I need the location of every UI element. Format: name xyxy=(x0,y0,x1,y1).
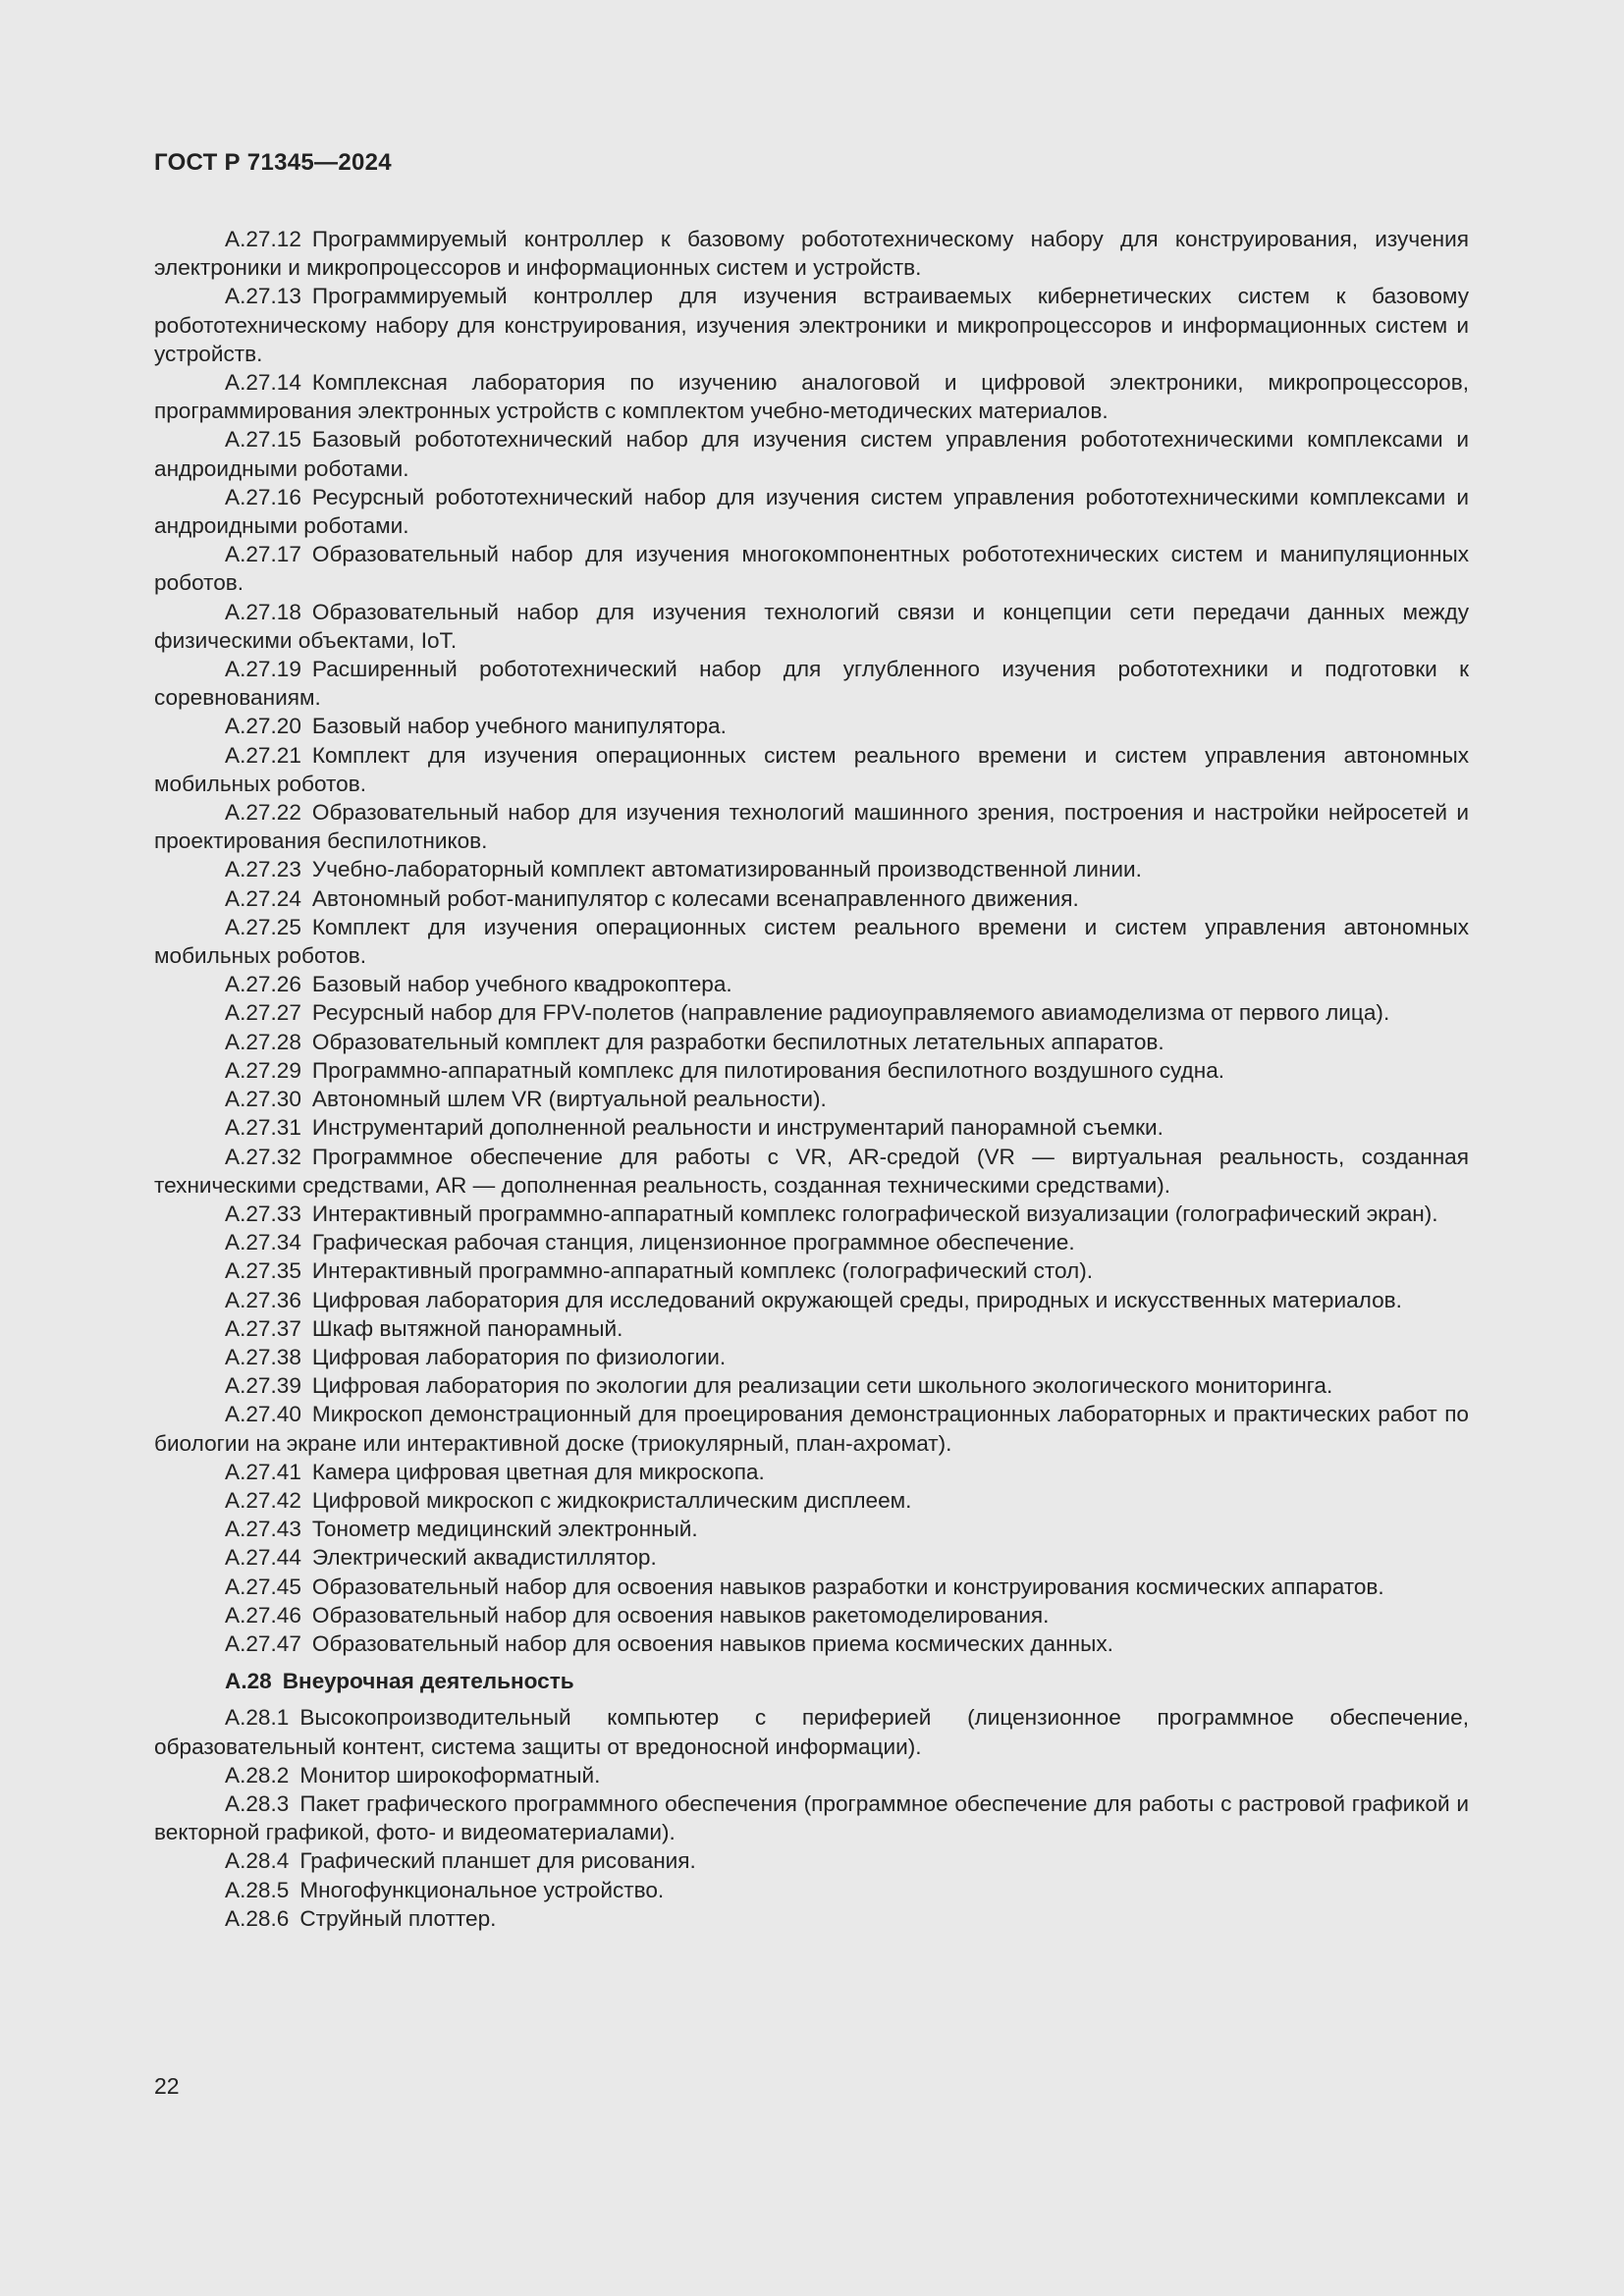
section-a28-number: А.28 xyxy=(225,1669,272,1694)
item-text: Автономный шлем VR (виртуальной реальности). xyxy=(311,1087,827,1112)
item-number: А.27.29 xyxy=(225,1057,301,1083)
item-number: А.27.17 xyxy=(225,542,301,567)
list-item xyxy=(154,1143,1469,1200)
list-item xyxy=(154,1458,1469,1486)
list-item xyxy=(154,1343,1469,1371)
list-item xyxy=(154,225,1469,282)
list-item xyxy=(154,1113,1469,1142)
item-text: Программируемый контроллер для изучения встраиваемых кибернетических систем к базовому робототехническому набору для конструирования, изучения электроники и микропроцессоров и информационных систем и устройств. xyxy=(154,284,1469,366)
list-item xyxy=(154,1789,1469,1846)
item-number: А.27.20 xyxy=(225,714,301,739)
list-item xyxy=(154,1761,1469,1789)
list-item xyxy=(154,1228,1469,1256)
item-number: А.27.23 xyxy=(225,857,301,882)
item-number: А.27.14 xyxy=(225,370,301,396)
list-item xyxy=(154,741,1469,798)
item-text: Базовый робототехнический набор для изучения систем управления робототехническими комплексами и андроидными роботами. xyxy=(154,427,1469,481)
item-number: А.28.6 xyxy=(225,1905,290,1931)
item-number: А.27.12 xyxy=(225,227,301,251)
list-item xyxy=(154,913,1469,970)
item-number: А.27.40 xyxy=(225,1402,301,1427)
document-body xyxy=(154,225,1469,1933)
item-text: Цифровая лаборатория по экологии для реализации сети школьного экологического мониторинга. xyxy=(311,1373,1333,1399)
item-text: Базовый набор учебного манипулятора. xyxy=(311,714,727,739)
list-item xyxy=(154,1573,1469,1601)
item-number: А.27.19 xyxy=(225,657,301,682)
item-text: Струйный плоттер. xyxy=(299,1905,497,1931)
list-item xyxy=(154,1703,1469,1760)
item-text: Образовательный набор для изучения технологий машинного зрения, построения и настройки нейросетей и проектирования беспилотников. xyxy=(154,800,1469,854)
item-text: Учебно-лабораторный комплект автоматизированный производственной линии. xyxy=(311,857,1142,882)
item-text: Комплект для изучения операционных систем реального времени и систем управления автономных мобильных роботов. xyxy=(154,742,1469,796)
item-text: Тонометр медицинский электронный. xyxy=(311,1517,698,1542)
item-text: Монитор широкоформатный. xyxy=(299,1762,601,1788)
item-text: Пакет графического программного обеспечения (программное обеспечение для работы с растровой графикой и векторной графикой, фото- и видеоматериалами). xyxy=(154,1790,1469,1845)
item-text: Графическая рабочая станция, лицензионное программное обеспечение. xyxy=(311,1230,1075,1255)
item-text: Образовательный набор для освоения навыков приема космических данных. xyxy=(311,1630,1113,1656)
item-number: А.27.38 xyxy=(225,1344,301,1369)
item-text: Образовательный набор для изучения многокомпонентных робототехнических систем и манипуляционных роботов. xyxy=(154,542,1469,596)
item-number: А.27.16 xyxy=(225,484,301,509)
list-item xyxy=(154,712,1469,740)
list-item xyxy=(154,1400,1469,1457)
list-item xyxy=(154,884,1469,913)
item-text: Базовый набор учебного квадрокоптера. xyxy=(311,972,732,997)
item-number: А.28.5 xyxy=(225,1877,290,1902)
list-item xyxy=(154,540,1469,597)
item-number: А.27.35 xyxy=(225,1258,301,1284)
list-item xyxy=(154,1056,1469,1085)
item-text: Интерактивный программно-аппаратный комплекс (голографический стол). xyxy=(311,1258,1094,1284)
list-item xyxy=(154,483,1469,540)
item-text: Микроскоп демонстрационный для проецирования демонстрационных лабораторных и практических работ по биологии на экране или интерактивной доске (триокулярный, план-ахромат). xyxy=(154,1402,1469,1456)
item-text: Образовательный набор для освоения навыков разработки и конструирования космических аппаратов. xyxy=(311,1574,1384,1599)
item-text: Ресурсный набор для FPV-полетов (направление радиоуправляемого авиамоделизма от первого лица). xyxy=(311,1000,1390,1026)
list-item xyxy=(154,998,1469,1027)
item-number: А.27.33 xyxy=(225,1201,301,1226)
item-number: А.28.3 xyxy=(225,1790,290,1816)
item-text: Автономный робот-манипулятор с колесами всенаправленного движения. xyxy=(311,885,1079,911)
page-number: 22 xyxy=(154,2073,180,2099)
item-number: А.27.18 xyxy=(225,599,301,624)
item-text: Инструментарий дополненной реальности и инструментарий панорамной съемки. xyxy=(311,1115,1164,1141)
list-item xyxy=(154,1028,1469,1056)
item-number: А.27.13 xyxy=(225,284,301,309)
item-text: Расширенный робототехнический набор для углубленного изучения робототехники и подготовки к соревнованиям. xyxy=(154,657,1469,711)
section-a28-title: Внеурочная деятельность xyxy=(282,1669,574,1694)
item-text: Комплект для изучения операционных систем реального времени и систем управления автономных мобильных роботов. xyxy=(154,914,1469,969)
item-number: А.27.28 xyxy=(225,1029,301,1054)
item-number: А.27.46 xyxy=(225,1602,301,1628)
item-text: Цифровая лаборатория по физиологии. xyxy=(311,1344,727,1369)
item-number: А.27.24 xyxy=(225,885,301,911)
item-number: А.27.44 xyxy=(225,1545,301,1571)
list-item xyxy=(154,1904,1469,1933)
item-text: Цифровой микроскоп с жидкокристаллическим дисплеем. xyxy=(311,1487,912,1513)
list-item xyxy=(154,425,1469,482)
document-header: ГОСТ Р 71345—2024 xyxy=(154,149,392,176)
list-item xyxy=(154,1629,1469,1658)
item-number: А.27.37 xyxy=(225,1315,301,1341)
item-number: А.27.15 xyxy=(225,427,301,453)
item-text: Образовательный набор для изучения технологий связи и концепции сети передачи данных между физическими объектами, IoT. xyxy=(154,599,1469,653)
item-text: Программно-аппаратный комплекс для пилотирования беспилотного воздушного судна. xyxy=(311,1057,1225,1083)
list-item xyxy=(154,368,1469,425)
item-number: А.27.30 xyxy=(225,1087,301,1112)
list-item xyxy=(154,1314,1469,1343)
list-item xyxy=(154,855,1469,883)
item-text: Графический планшет для рисования. xyxy=(299,1848,696,1874)
section-a27-list xyxy=(154,225,1469,1658)
item-number: А.27.22 xyxy=(225,800,301,826)
item-number: А.28.2 xyxy=(225,1762,290,1788)
item-number: А.27.26 xyxy=(225,972,301,997)
item-number: А.27.39 xyxy=(225,1373,301,1399)
item-number: А.27.47 xyxy=(225,1630,301,1656)
item-number: А.27.42 xyxy=(225,1487,301,1513)
list-item xyxy=(154,598,1469,655)
list-item xyxy=(154,1601,1469,1629)
list-item xyxy=(154,1286,1469,1314)
list-item xyxy=(154,1486,1469,1515)
item-text: Высокопроизводительный компьютер с периферией (лицензионное программное обеспечение, образовательный контент, система защиты от вредоносной информации). xyxy=(154,1705,1469,1759)
item-number: А.27.43 xyxy=(225,1517,301,1542)
list-item xyxy=(154,1876,1469,1904)
item-number: А.27.45 xyxy=(225,1574,301,1599)
section-a28-heading xyxy=(154,1667,1469,1695)
list-item xyxy=(154,1371,1469,1400)
item-text: Электрический аквадистиллятор. xyxy=(311,1545,657,1571)
list-item xyxy=(154,282,1469,368)
item-number: А.28.4 xyxy=(225,1848,290,1874)
item-text: Интерактивный программно-аппаратный комплекс голографической визуализации (голографический экран). xyxy=(311,1201,1438,1226)
list-item xyxy=(154,1515,1469,1543)
list-item xyxy=(154,1846,1469,1875)
item-text: Ресурсный робототехнический набор для изучения систем управления робототехническими комплексами и андроидными роботами. xyxy=(154,484,1469,539)
item-text: Программное обеспечение для работы с VR, AR-средой (VR — виртуальная реальность, созданная техническими средствами, AR — дополненная реальность, созданная техническими средствами). xyxy=(154,1144,1469,1198)
list-item xyxy=(154,655,1469,712)
item-text: Шкаф вытяжной панорамный. xyxy=(311,1315,623,1341)
list-item xyxy=(154,970,1469,998)
item-text: Камера цифровая цветная для микроскопа. xyxy=(311,1459,765,1484)
item-text: Многофункциональное устройство. xyxy=(299,1877,665,1902)
item-number: А.28.1 xyxy=(225,1705,290,1731)
item-text: Образовательный комплект для разработки беспилотных летательных аппаратов. xyxy=(311,1029,1164,1054)
item-text: Комплексная лаборатория по изучению аналоговой и цифровой электроники, микропроцессоров, программирования электронных устройств с комплектом учебно-методических материалов. xyxy=(154,370,1469,424)
list-item xyxy=(154,1256,1469,1285)
list-item xyxy=(154,1200,1469,1228)
item-number: А.27.21 xyxy=(225,742,301,768)
section-a28-list xyxy=(154,1703,1469,1933)
item-number: А.27.36 xyxy=(225,1287,301,1312)
item-number: А.27.25 xyxy=(225,914,301,939)
item-number: А.27.32 xyxy=(225,1144,301,1169)
item-text: Цифровая лаборатория для исследований окружающей среды, природных и искусственных материалов. xyxy=(311,1287,1402,1312)
item-text: Образовательный набор для освоения навыков ракетомоделирования. xyxy=(311,1602,1050,1628)
item-number: А.27.31 xyxy=(225,1115,301,1141)
item-number: А.27.34 xyxy=(225,1230,301,1255)
list-item xyxy=(154,1543,1469,1572)
list-item xyxy=(154,1085,1469,1113)
item-number: А.27.27 xyxy=(225,1000,301,1026)
item-number: А.27.41 xyxy=(225,1459,301,1484)
item-text: Программируемый контроллер к базовому робототехническому набору для конструирования, изучения электроники и микропроцессоров и информационных систем и устройств. xyxy=(154,227,1469,281)
list-item xyxy=(154,798,1469,855)
